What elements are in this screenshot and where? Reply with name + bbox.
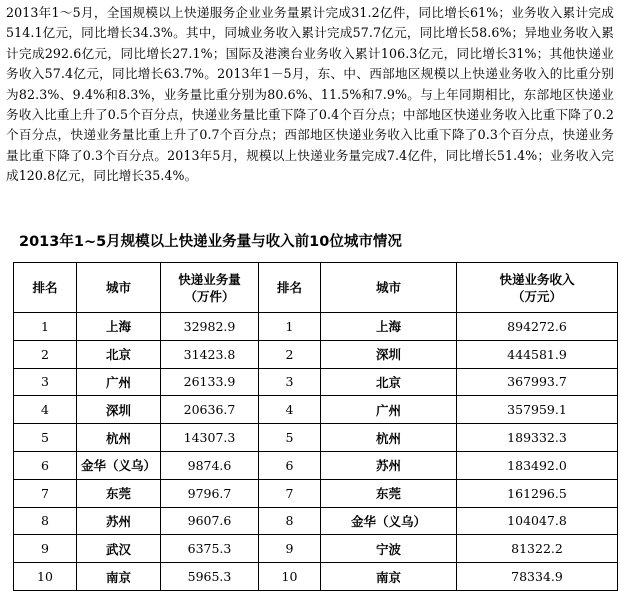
cell-rank-volume: 3 [14,368,77,396]
cell-volume: 9874.6 [161,451,259,479]
table-row [14,424,618,452]
table-title: 2013年1~5月规模以上快递业务量与收入前10位城市情况 [19,234,402,250]
cell-city-revenue: 东莞 [321,479,457,507]
table-row [14,535,618,563]
cell-volume: 9607.6 [161,507,259,535]
cell-revenue: 161296.5 [457,479,618,507]
header-revenue-unit: （万元） [511,288,562,304]
cell-revenue: 81322.2 [457,535,618,563]
table-row [14,479,618,507]
cell-rank-volume: 5 [14,424,77,452]
cell-city-volume: 金华（义乌） [77,451,161,479]
header-city-revenue: 城市 [321,263,457,313]
cell-rank-revenue: 8 [259,507,321,535]
cell-city-revenue: 深圳 [321,340,457,368]
header-city-volume: 城市 [77,263,161,313]
cell-city-revenue: 北京 [321,368,457,396]
table-row [14,340,618,368]
cell-rank-volume: 1 [14,313,77,341]
table-row [14,451,618,479]
header-rank-revenue: 排名 [259,263,321,313]
cell-revenue: 357959.1 [457,396,618,424]
cell-rank-volume: 8 [14,507,77,535]
cell-city-volume: 深圳 [77,396,161,424]
cell-city-volume: 杭州 [77,424,161,452]
cell-city-volume: 苏州 [77,507,161,535]
cell-revenue: 367993.7 [457,368,618,396]
table-row [14,563,618,591]
header-revenue-line1: 快递业务收入 [499,271,575,287]
cell-volume: 6375.3 [161,535,259,563]
city-ranking-table [13,262,618,591]
table-row [14,507,618,535]
cell-rank-revenue: 3 [259,368,321,396]
cell-city-volume: 南京 [77,563,161,591]
cell-volume: 31423.8 [161,340,259,368]
cell-rank-revenue: 5 [259,424,321,452]
cell-volume: 26133.9 [161,368,259,396]
cell-revenue: 894272.6 [457,313,618,341]
cell-volume: 20636.7 [161,396,259,424]
cell-city-volume: 北京 [77,340,161,368]
cell-volume: 5965.3 [161,563,259,591]
cell-city-revenue: 宁波 [321,535,457,563]
body-paragraph: 2013年1～5月，全国规模以上快递服务企业业务量累计完成31.2亿件，同比增长61%；业务收入累计完成514.1亿元，同比增长34.3%。其中，同城业务收入累计完成57.7亿元，同比增长58.6%；异地业务收入累计完成292.6亿元，同比增长27.1%；国际及港澳台业务收入累计106.3亿元，同比增长31%；其他快递业务收入57.4亿元，同比增长63.7%。2013年1－5月，东、中、西部地区规模以上快递业务收入的比重分别为82.3%、9.4%和8.3%，业务量比重分别为80.6%、11.5%和7.9%。与上年同期相比，东部地区快递业务收入比重上升了0.5个百分点，快递业务量比重下降了0.4个百分点；中部地区快递业务收入比重下降了0.2个百分点，快递业务量比重上升了0.7个百分点；西部地区快递业务收入比重下降了0.3个百分点，快递业务量比重下降了0.3个百分点。2013年5月，规模以上快递业务量完成7.4亿件，同比增长51.4%；业务收入完成120.8亿元，同比增长35.4%。 [6,5,614,184]
cell-rank-volume: 6 [14,451,77,479]
cell-rank-volume: 4 [14,396,77,424]
cell-city-revenue: 金华（义乌） [321,507,457,535]
header-volume-line1: 快递业务量 [178,271,241,287]
cell-revenue: 104047.8 [457,507,618,535]
cell-city-volume: 武汉 [77,535,161,563]
cell-rank-revenue: 2 [259,340,321,368]
cell-rank-revenue: 9 [259,535,321,563]
table-row [14,368,618,396]
cell-rank-revenue: 10 [259,563,321,591]
header-rank-volume: 排名 [14,263,77,313]
header-volume [161,263,259,313]
cell-rank-volume: 10 [14,563,77,591]
cell-city-revenue: 广州 [321,396,457,424]
cell-volume: 32982.9 [161,313,259,341]
cell-city-volume: 东莞 [77,479,161,507]
cell-city-volume: 上海 [77,313,161,341]
cell-revenue: 444581.9 [457,340,618,368]
cell-city-revenue: 杭州 [321,424,457,452]
cell-revenue: 183492.0 [457,451,618,479]
cell-rank-revenue: 4 [259,396,321,424]
cell-rank-volume: 2 [14,340,77,368]
header-volume-unit: （万件） [184,288,235,304]
cell-city-revenue: 上海 [321,313,457,341]
cell-rank-volume: 7 [14,479,77,507]
cell-volume: 14307.3 [161,424,259,452]
table-row [14,313,618,341]
cell-rank-revenue: 1 [259,313,321,341]
cell-revenue: 189332.3 [457,424,618,452]
cell-city-revenue: 苏州 [321,451,457,479]
cell-rank-revenue: 7 [259,479,321,507]
cell-volume: 9796.7 [161,479,259,507]
cell-rank-revenue: 6 [259,451,321,479]
table-row [14,396,618,424]
cell-city-revenue: 南京 [321,563,457,591]
cell-rank-volume: 9 [14,535,77,563]
table-header-row [14,263,618,313]
cell-revenue: 78334.9 [457,563,618,591]
header-revenue [457,263,618,313]
cell-city-volume: 广州 [77,368,161,396]
